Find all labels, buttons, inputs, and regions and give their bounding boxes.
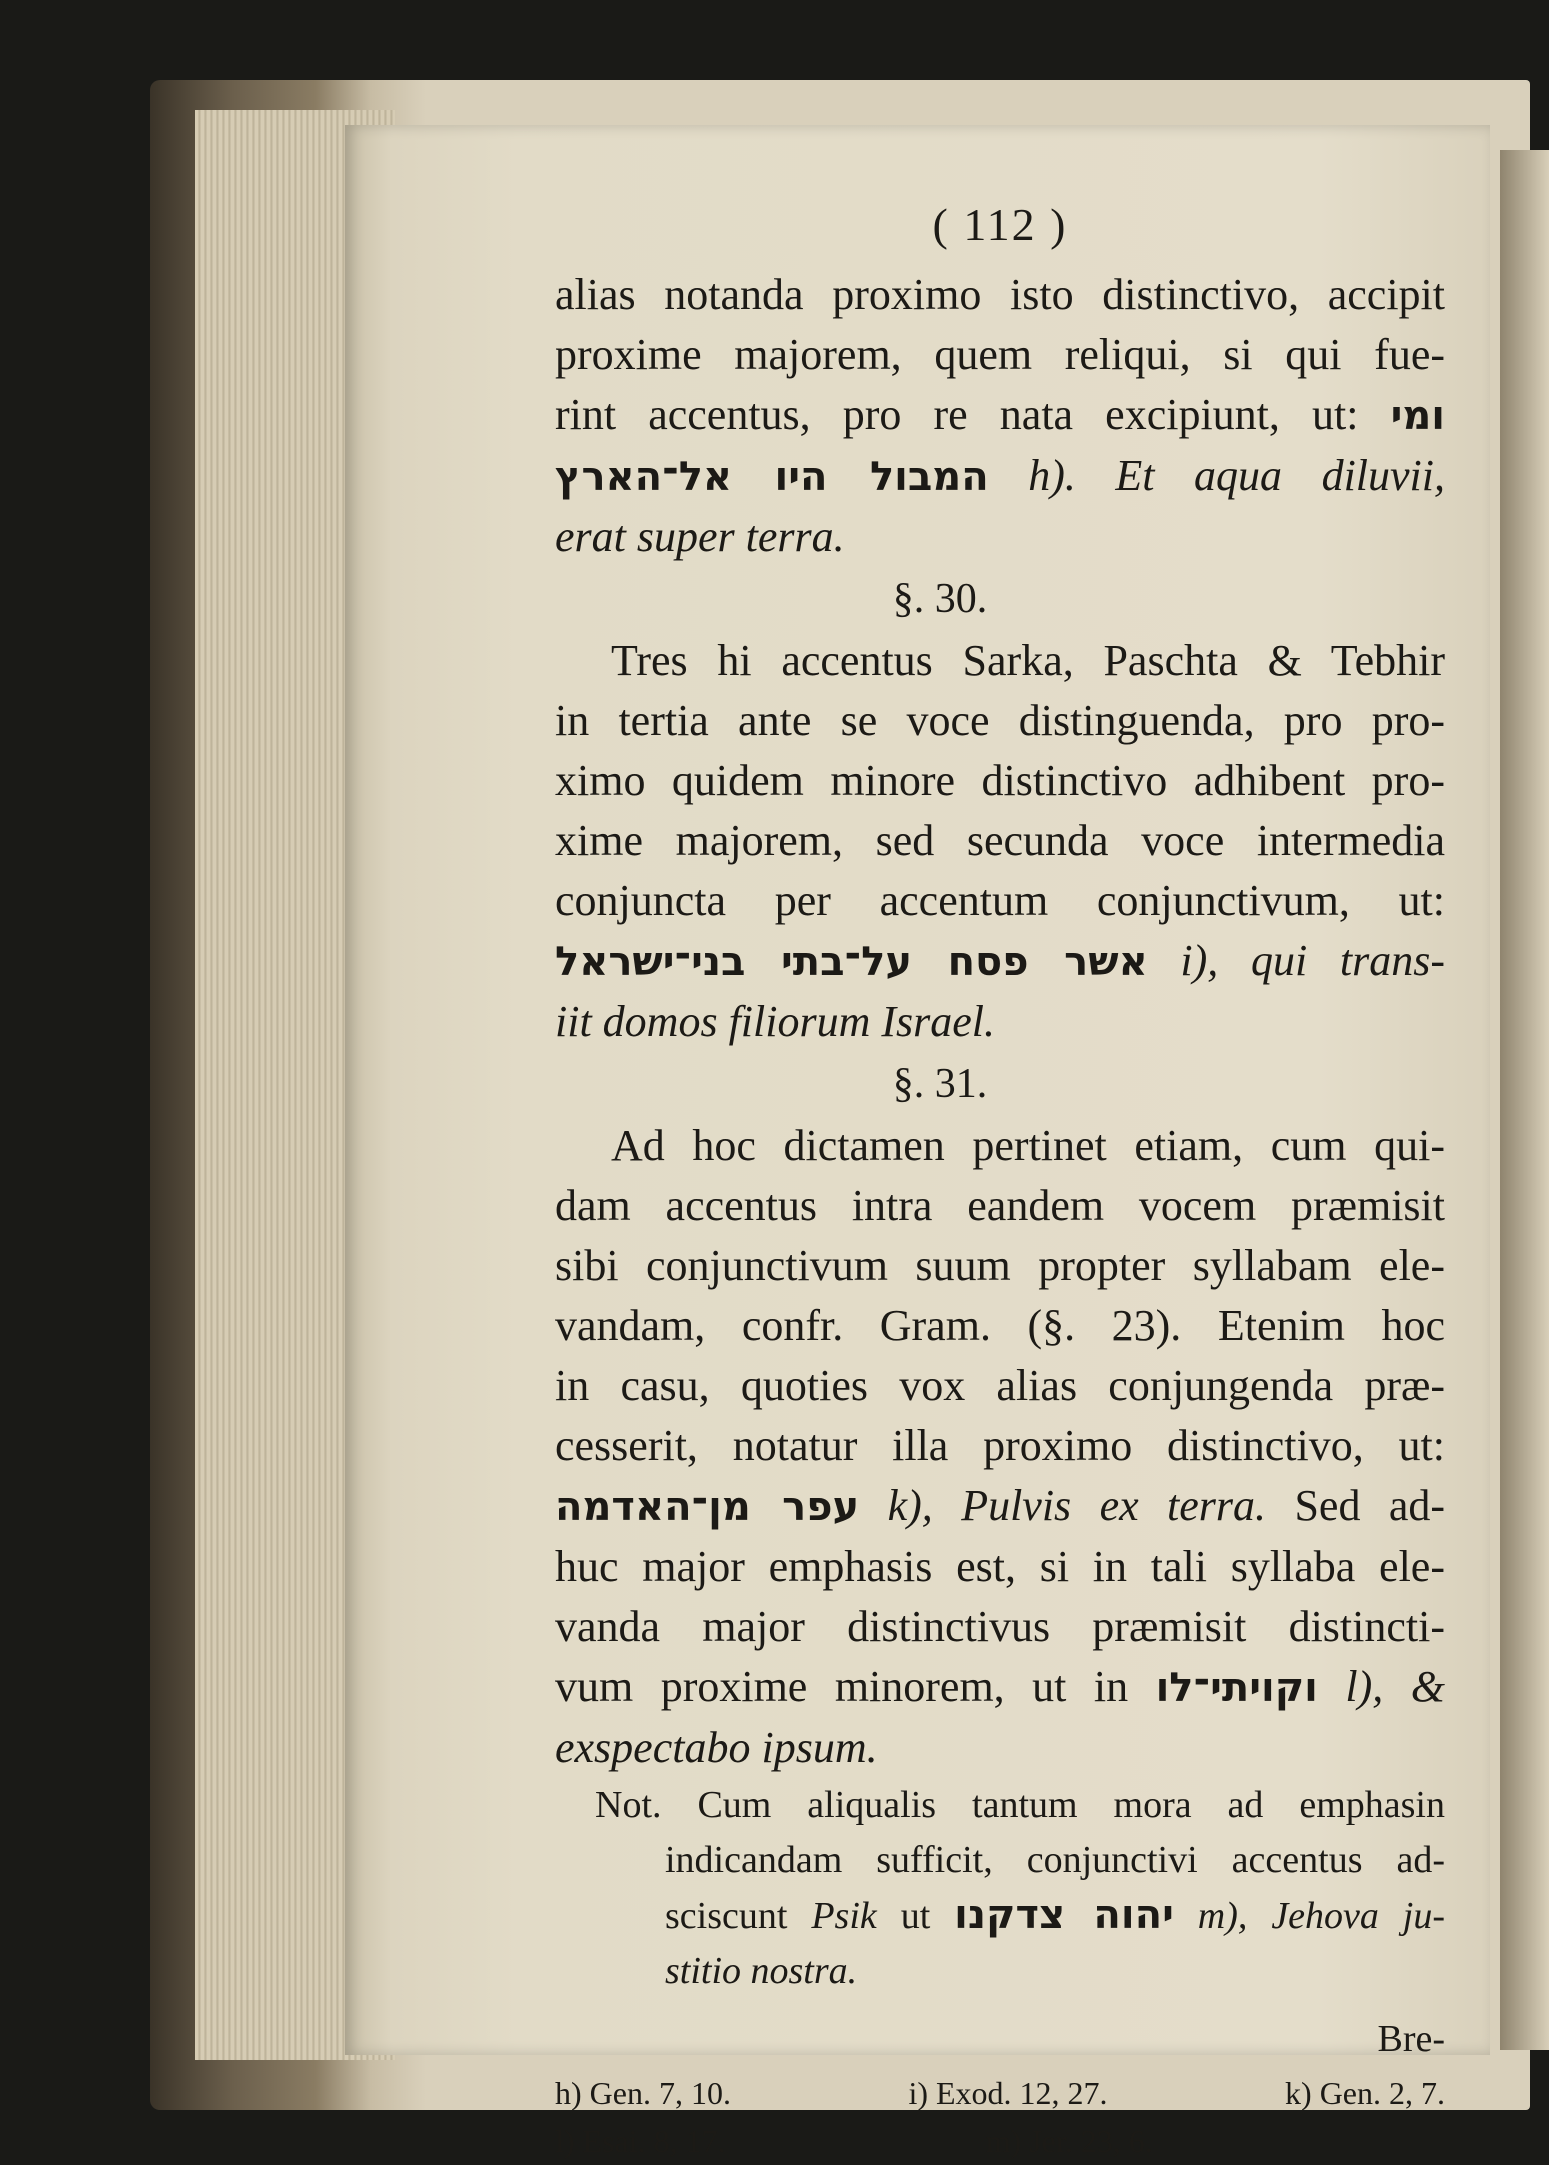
text-line: alias notanda proximo isto distinctivo, accipit xyxy=(555,270,1445,319)
catchword: Bre- xyxy=(1377,2018,1445,2060)
latin-translation: qui trans- xyxy=(1250,936,1446,985)
text-line: dam accentus intra eandem vocem præmisit xyxy=(555,1181,1445,1230)
note-label: Not. xyxy=(595,1784,662,1826)
page-number: ( 112 ) xyxy=(932,199,1068,250)
text-line: in casu, quoties vox alias conjungenda præ- xyxy=(555,1361,1445,1410)
hebrew-text: אשר פסח על־בתי בני־ישראל xyxy=(555,939,1148,985)
text-span: ut xyxy=(900,1895,931,1937)
text-line: Tres hi accentus Sarka, Paschta & Tebhir xyxy=(611,636,1445,685)
text-line: proxime majorem, quem reliqui, si qui fue- xyxy=(555,330,1445,379)
page-content xyxy=(555,195,1445,2165)
text-line xyxy=(555,1888,1445,1944)
text-line: Ad hoc dictamen pertinet etiam, cum qui- xyxy=(611,1121,1445,1170)
text-line xyxy=(555,446,1445,507)
text-line xyxy=(555,1657,1445,1718)
book-page xyxy=(345,125,1490,2159)
text-line: vanda major distinctivus præmisit distincti- xyxy=(555,1602,1445,1651)
text-span: sciscunt xyxy=(665,1895,788,1937)
footnote: h) Gen. 7, 10. xyxy=(555,2075,731,2111)
text-line xyxy=(555,931,1445,992)
text-line: sibi conjunctivum suum propter syllabam ele- xyxy=(555,1241,1445,1290)
latin-translation: erat super terra. xyxy=(555,512,845,561)
text-span: Cum aliqualis tantum mora ad emphasin xyxy=(697,1784,1445,1826)
text-span: vum proxime minorem, ut in xyxy=(555,1662,1129,1711)
text-line: indicandam sufficit, conjunctivi accentus ad- xyxy=(665,1839,1445,1881)
footnote: k) Gen. 2, 7. xyxy=(1285,2075,1445,2111)
hebrew-text: עפר מן־האדמה xyxy=(555,1484,860,1530)
latin-translation: iit domos filiorum Israel. xyxy=(555,997,996,1046)
hebrew-text: ומי xyxy=(1390,393,1446,439)
text-line: xime majorem, sed secunda voce intermedia xyxy=(555,816,1445,865)
text-line: huc major emphasis est, si in tali syllaba ele- xyxy=(555,1542,1445,1591)
latin-translation: exspectabo ipsum. xyxy=(555,1723,878,1772)
latin-translation: Et aqua diluvii, xyxy=(1115,451,1446,500)
latin-translation: Jehova ju- xyxy=(1271,1895,1446,1937)
hebrew-text: יהוה צדקנו xyxy=(954,1892,1174,1938)
footnote-row xyxy=(555,2069,1445,2117)
text-line: in tertia ante se voce distinguenda, pro pro- xyxy=(555,696,1445,745)
text-line: vandam, confr. Gram. (§. 23). Etenim hoc xyxy=(555,1301,1445,1350)
footnote-ref: m), xyxy=(1197,1895,1248,1937)
note-block xyxy=(555,1778,1445,1999)
footnote-row xyxy=(555,2117,1445,2165)
text-line xyxy=(555,1476,1445,1537)
footnote: m) Jer. 23, 6. xyxy=(985,2123,1153,2159)
footnote: i) Exod. 12, 27. xyxy=(908,2075,1108,2111)
footnote-ref: i), xyxy=(1180,936,1219,985)
latin-translation: Pulvis ex terra. xyxy=(961,1481,1267,1530)
latin-translation: & xyxy=(1410,1662,1445,1711)
section-heading: §. 31. xyxy=(892,1061,988,1107)
footnote: l) Esai. 8, 17. xyxy=(555,2123,726,2159)
hebrew-text: וקויתי־לו xyxy=(1155,1665,1318,1711)
text-span: Sed ad- xyxy=(1294,1481,1446,1530)
text-span: Psik xyxy=(811,1895,877,1937)
text-line: cesserit, notatur illa proximo distinctivo, ut: xyxy=(555,1421,1445,1470)
facing-page-edge xyxy=(1500,150,1549,2050)
footnote-ref: l), xyxy=(1345,1662,1384,1711)
latin-translation: stitio nostra. xyxy=(665,1950,858,1992)
section-heading: §. 30. xyxy=(892,576,988,622)
text-line xyxy=(555,385,1445,446)
text-line xyxy=(555,1778,1445,1833)
text-line: conjuncta per accentum conjunctivum, ut: xyxy=(555,876,1445,925)
footnote-ref: k), xyxy=(887,1481,933,1530)
hebrew-text: המבול היו אל־הארץ xyxy=(555,454,989,500)
text-line: ximo quidem minore distinctivo adhibent pro- xyxy=(555,756,1445,805)
text-span: rint accentus, pro re nata excipiunt, ut: xyxy=(555,390,1359,439)
footnote-ref: h). xyxy=(1028,451,1076,500)
